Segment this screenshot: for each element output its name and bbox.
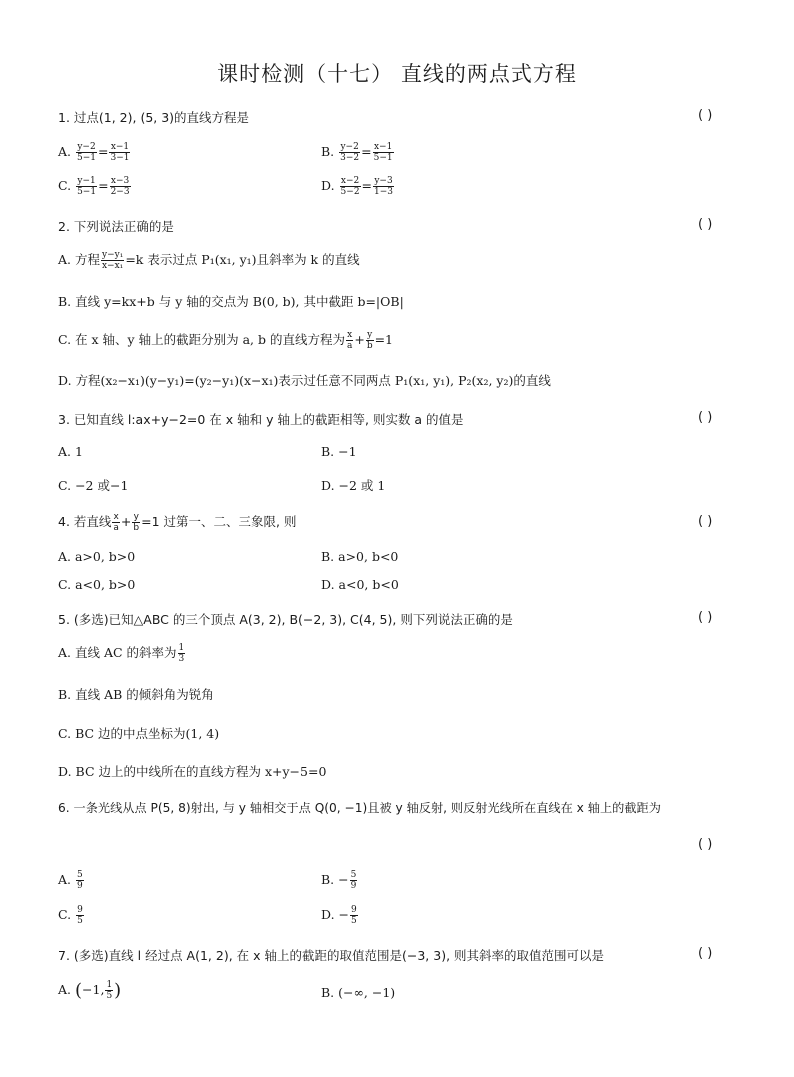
q5-option-d[interactable]: D. BC 边上的中线所在的直线方程为 x+y−5=0 <box>58 764 327 779</box>
q5-answer-bracket: ( ) <box>698 610 713 625</box>
q5-option-a[interactable]: A. 直线 AC 的斜率为 $\frac{1}{3}$ <box>58 643 185 664</box>
q2-stem: 2. 下列说法正确的是 <box>58 219 174 234</box>
q2-option-b[interactable]: B. 直线 y=kx+b 与 y 轴的交点为 B(0, b), 其中截距 b=|OB| <box>58 294 404 309</box>
q1-option-a[interactable]: A. $\frac{y-2}{5-1}$ = $\frac{x-1}{3-1}$ <box>58 142 130 163</box>
q3-option-a[interactable]: A. 1 <box>58 444 83 459</box>
q6-option-a[interactable]: A. $\frac{5}{9}$ <box>58 870 83 891</box>
q4-answer-bracket: ( ) <box>698 514 713 529</box>
q6-option-c[interactable]: C. $\frac{9}{5}$ <box>58 905 83 926</box>
q2-answer-bracket: ( ) <box>698 217 713 232</box>
q7-answer-bracket: ( ) <box>698 946 713 961</box>
q1-stem: 1. 过点(1, 2), (5, 3)的直线方程是 <box>58 110 250 125</box>
q3-option-c[interactable]: C. −2 或−1 <box>58 478 129 493</box>
q4-option-c[interactable]: C. a<0, b>0 <box>58 577 136 592</box>
q3-answer-bracket: ( ) <box>698 410 713 425</box>
q1-option-b[interactable]: B. $\frac{y-2}{3-2}$ = $\frac{x-1}{5-1}$ <box>321 142 393 163</box>
q3-option-b[interactable]: B. −1 <box>321 444 357 459</box>
q7-option-b[interactable]: B. (−∞, −1) <box>321 985 396 1000</box>
q6-stem: 6. 一条光线从点 P(5, 8)射出, 与 y 轴相交于点 Q(0, −1)且被 y 轴反射, 则反射光线所在直线在 x 轴上的截距为 <box>58 801 661 815</box>
q7-option-a[interactable]: A. (−1, $\frac{1}{5}$ ) <box>58 980 122 1001</box>
q5-option-c[interactable]: C. BC 边的中点坐标为(1, 4) <box>58 726 220 741</box>
q4-option-b[interactable]: B. a>0, b<0 <box>321 549 399 564</box>
q2-option-a[interactable]: A. 方程 $\frac{\text{y−y₁}}{\text{x−x₁}}$ =k 表示过点 P₁(x₁, y₁)且斜率为 k 的直线 <box>58 250 360 271</box>
q1-option-c[interactable]: C. $\frac{y-1}{5-1}$ = $\frac{x-3}{2-3}$ <box>58 176 130 197</box>
q2-option-c[interactable]: C. 在 x 轴、y 轴上的截距分别为 a, b 的直线方程为 $\frac{x}{a}$ + $\frac{y}{b}$ =1 <box>58 330 394 351</box>
q4-stem: 4. 若直线 $\frac{x}{a}$ + $\frac{y}{b}$ =1 过第一、二、三象限, 则 <box>58 512 297 533</box>
page-title: 课时检测（十七） 直线的两点式方程 <box>217 62 577 86</box>
q6-answer-bracket: ( ) <box>698 837 713 852</box>
q1-answer-bracket: ( ) <box>698 108 713 123</box>
q3-stem: 3. 已知直线 l:ax+y−2=0 在 x 轴和 y 轴上的截距相等, 则实数 a 的值是 <box>58 412 464 427</box>
q6-option-d[interactable]: D. − $\frac{9}{5}$ <box>321 905 357 926</box>
q2-option-d[interactable]: D. 方程(x₂−x₁)(y−y₁)=(y₂−y₁)(x−x₁)表示过任意不同两点 P₁(x₁, y₁), P₂(x₂, y₂)的直线 <box>58 373 551 388</box>
q3-option-d[interactable]: D. −2 或 1 <box>321 478 386 493</box>
q6-option-b[interactable]: B. − $\frac{5}{9}$ <box>321 870 357 891</box>
q1-option-d[interactable]: D. $\frac{x-2}{5-2}$ = $\frac{y-3}{1-3}$ <box>321 176 394 197</box>
q4-option-a[interactable]: A. a>0, b>0 <box>58 549 136 564</box>
q7-stem: 7. (多选)直线 l 经过点 A(1, 2), 在 x 轴上的截距的取值范围是(−3, 3), 则其斜率的取值范围可以是 <box>58 948 605 963</box>
q5-option-b[interactable]: B. 直线 AB 的倾斜角为锐角 <box>58 687 214 702</box>
q5-stem: 5. (多选)已知△ABC 的三个顶点 A(3, 2), B(−2, 3), C(4, 5), 则下列说法正确的是 <box>58 612 513 627</box>
q4-option-d[interactable]: D. a<0, b<0 <box>321 577 399 592</box>
